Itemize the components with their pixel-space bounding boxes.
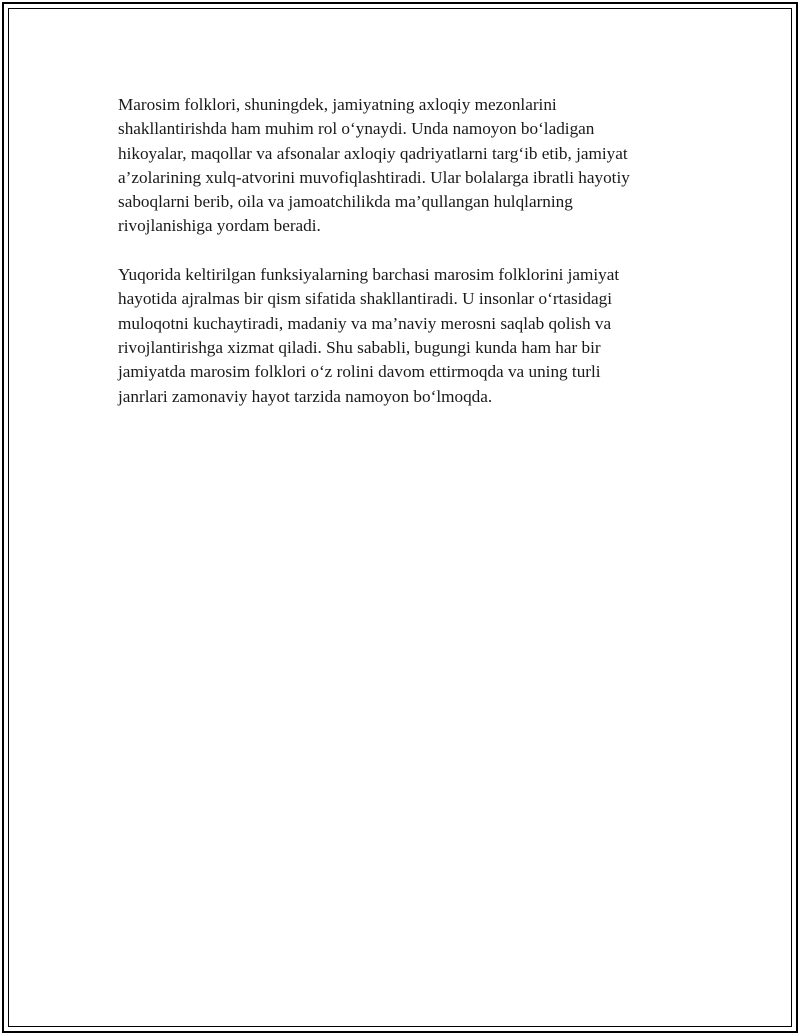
paragraph-line: Marosim folklori, shuningdek, jamiyatning axloqiy mezonlarini xyxy=(118,95,557,114)
paragraph-1 xyxy=(118,93,688,239)
paragraph-line: muloqotni kuchaytiradi, madaniy va ma’naviy merosni saqlab qolish va xyxy=(118,313,612,333)
paragraph-line: rivojlanishiga yordam beradi. xyxy=(118,216,321,236)
paragraph-2 xyxy=(118,263,688,409)
paragraph-line: shakllantirishda ham muhim rol o‘ynaydi. Unda namoyon bo‘ladigan xyxy=(118,119,595,139)
paragraph-line: Yuqorida keltirilgan funksiyalarning barchasi marosim folklorini jamiyat xyxy=(118,265,620,285)
paragraph-line: hayotida ajralmas bir qism sifatida shakllantiradi. U insonlar o‘rtasidagi xyxy=(118,289,613,309)
document-body xyxy=(118,93,688,409)
paragraph-line: saboqlarni berib, oila va jamoatchilikda ma’qullangan hulqlarning xyxy=(118,192,573,212)
paragraph-line: rivojlantirishga xizmat qiladi. Shu sababli, bugungi kunda ham har bir xyxy=(118,337,601,357)
paragraph-spacer xyxy=(118,239,688,263)
paragraph-line: janrlari zamonaviy hayot tarzida namoyon bo‘lmoqda. xyxy=(118,386,493,406)
paragraph-line: jamiyatda marosim folklori o‘z rolini davom ettirmoqda va uning turli xyxy=(118,362,601,382)
paragraph-line: hikoyalar, maqollar va afsonalar axloqiy qadriyatlarni targ‘ib etib, jamiyat xyxy=(118,143,628,163)
paragraph-line: a’zolarining xulq-atvorini muvofiqlashtiradi. Ular bolalarga ibratli hayotiy xyxy=(118,167,630,187)
